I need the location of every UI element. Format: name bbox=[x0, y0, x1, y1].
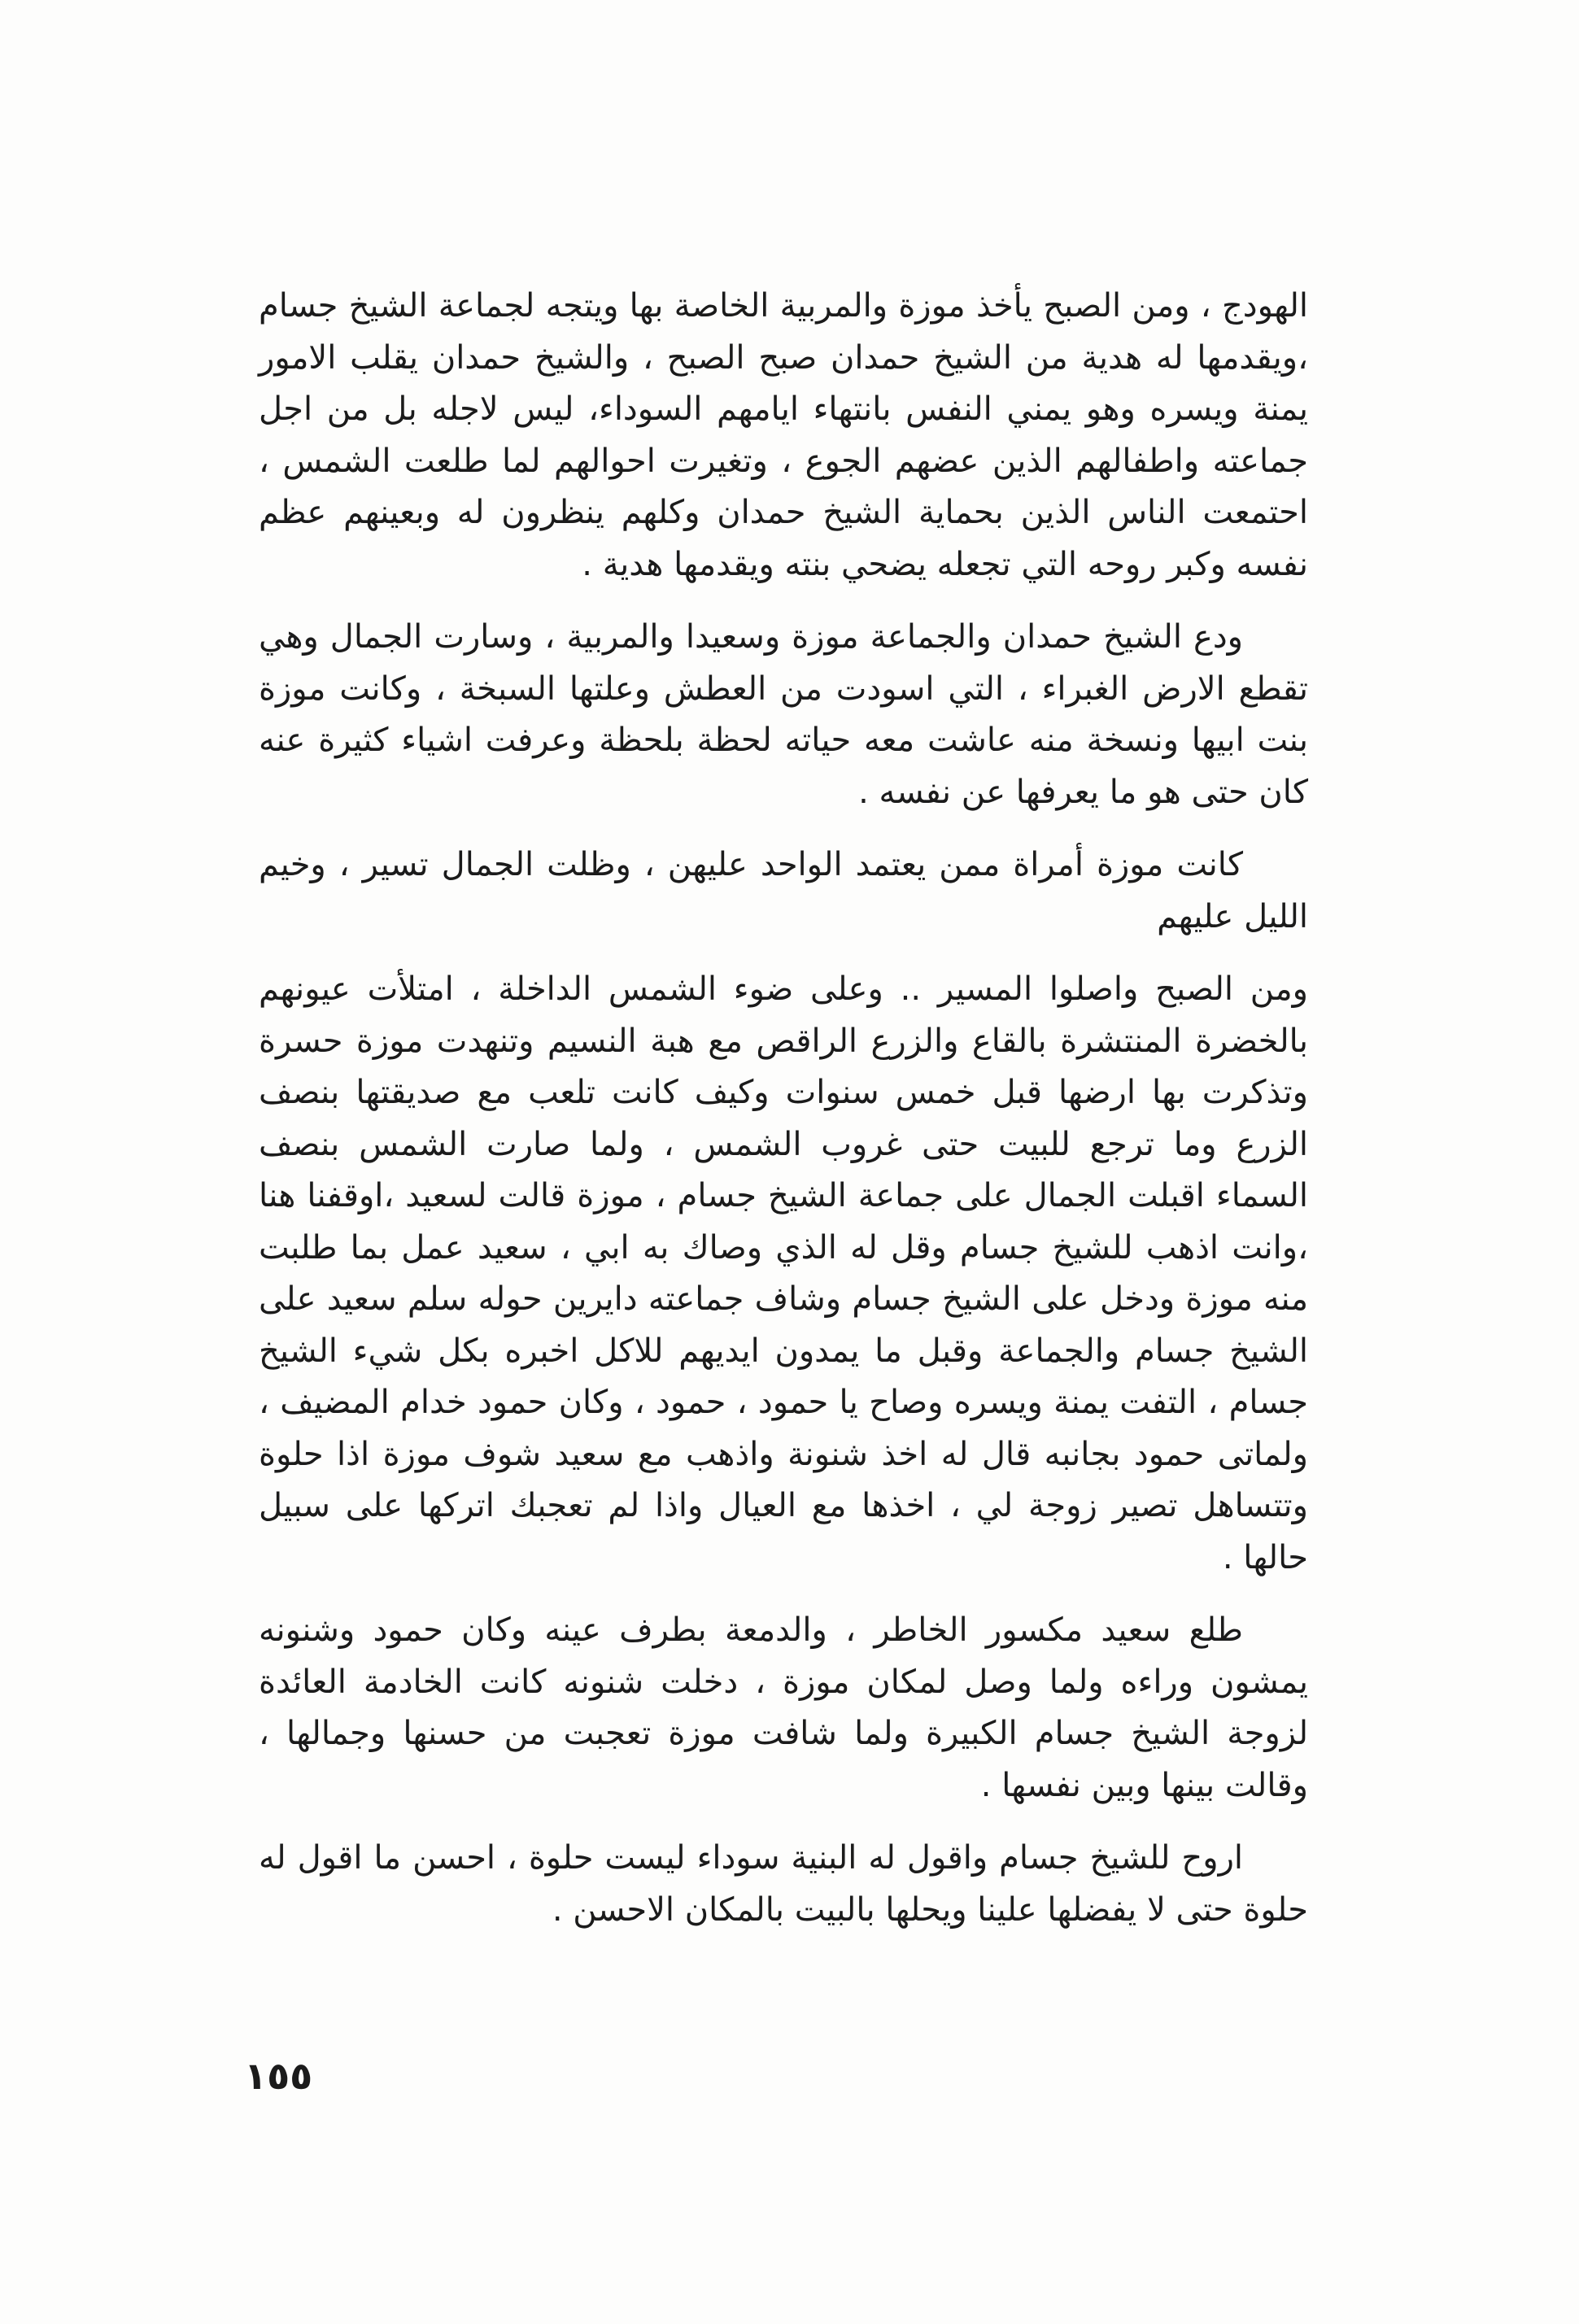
page-number: ١٥٥ bbox=[244, 2054, 313, 2098]
paragraph-5: طلع سعيد مكسور الخاطر ، والدمعة بطرف عينه وكان حمود وشنونه يمشون وراءه ولما وصل لمكان موزة ، دخلت شنونه كانت الخادمة العائدة لزوجة الشيخ جسام الكبيرة ولما شافت موزة تعجبت من حسنها وجمالها ، وقالت بينها وبين نفسها . bbox=[259, 1611, 1308, 1804]
paragraph-3: كانت موزة أمراة ممن يعتمد الواحد عليهن ، وظلت الجمال تسير ، وخيم الليل عليهم bbox=[259, 846, 1308, 935]
page-body-text bbox=[259, 281, 1308, 1957]
paragraph-4: ومن الصبح واصلوا المسير .. وعلى ضوء الشمس الداخلة ، امتلأت عيونهم بالخضرة المنتشرة بالقاع والزرع الراقص مع هبة النسيم وتنهدت موزة حسرة وتذكرت بها ارضها قبل خمس سنوات وكيف كانت تلعب مع صديقتها بنصف الزرع وما ترجع للبيت حتى غروب الشمس ، ولما صارت الشمس بنصف السماء اقبلت الجمال على جماعة الشيخ جسام ، موزة قالت لسعيد ،اوقفنا هنا ،وانت اذهب للشيخ جسام وقل له الذي وصاك به ابي ، سعيد عمل بما طلبت منه موزة ودخل على الشيخ جسام وشاف جماعته دايرين حوله سلم سعيد على الشيخ جسام والجماعة وقبل ما يمدون ايديهم للاكل اخبره بكل شيء الشيخ جسام ، التفت يمنة ويسره وصاح يا حمود ، حمود ، وكان حمود خدام المضيف ، ولماتى حمود بجانبه قال له اخذ شنونة واذهب مع سعيد شوف موزة اذا حلوة وتتساهل تصير زوجة لي ، اخذها مع العيال واذا لم تعجبك اتركها على سبيل حالها . bbox=[259, 970, 1308, 1576]
paragraph-2: ودع الشيخ حمدان والجماعة موزة وسعيدا والمربية ، وسارت الجمال وهي تقطع الارض الغبراء ، التي اسودت من العطش وعلتها السبخة ، وكانت موزة بنت ابيها ونسخة منه عاشت معه حياته لحظة بلحظة وعرفت اشياء كثيرة عنه كان حتى هو ما يعرفها عن نفسه . bbox=[259, 618, 1308, 811]
paragraph-6: اروح للشيخ جسام واقول له البنية سوداء ليست حلوة ، احسن ما اقول له حلوة حتى لا يفضلها علينا ويحلها بالبيت بالمكان الاحسن . bbox=[259, 1839, 1308, 1929]
paragraph-1: الهودج ، ومن الصبح يأخذ موزة والمربية الخاصة بها ويتجه لجماعة الشيخ جسام ،ويقدمها له هدية من الشيخ حمدان صبح الصبح ، والشيخ حمدان يقلب الامور يمنة ويسره وهو يمني النفس بانتهاء ايامهم السوداء، ليس لاجله بل من اجل جماعته واطفالهم الذين عضهم الجوع ، وتغيرت احوالهم لما طلعت الشمس ، احتمعت الناس الذين بحماية الشيخ حمدان وكلهم ينظرون له وبعينهم عظم نفسه وكبر روحه التي تجعله يضحي بنته ويقدمها هدية . bbox=[259, 287, 1308, 583]
